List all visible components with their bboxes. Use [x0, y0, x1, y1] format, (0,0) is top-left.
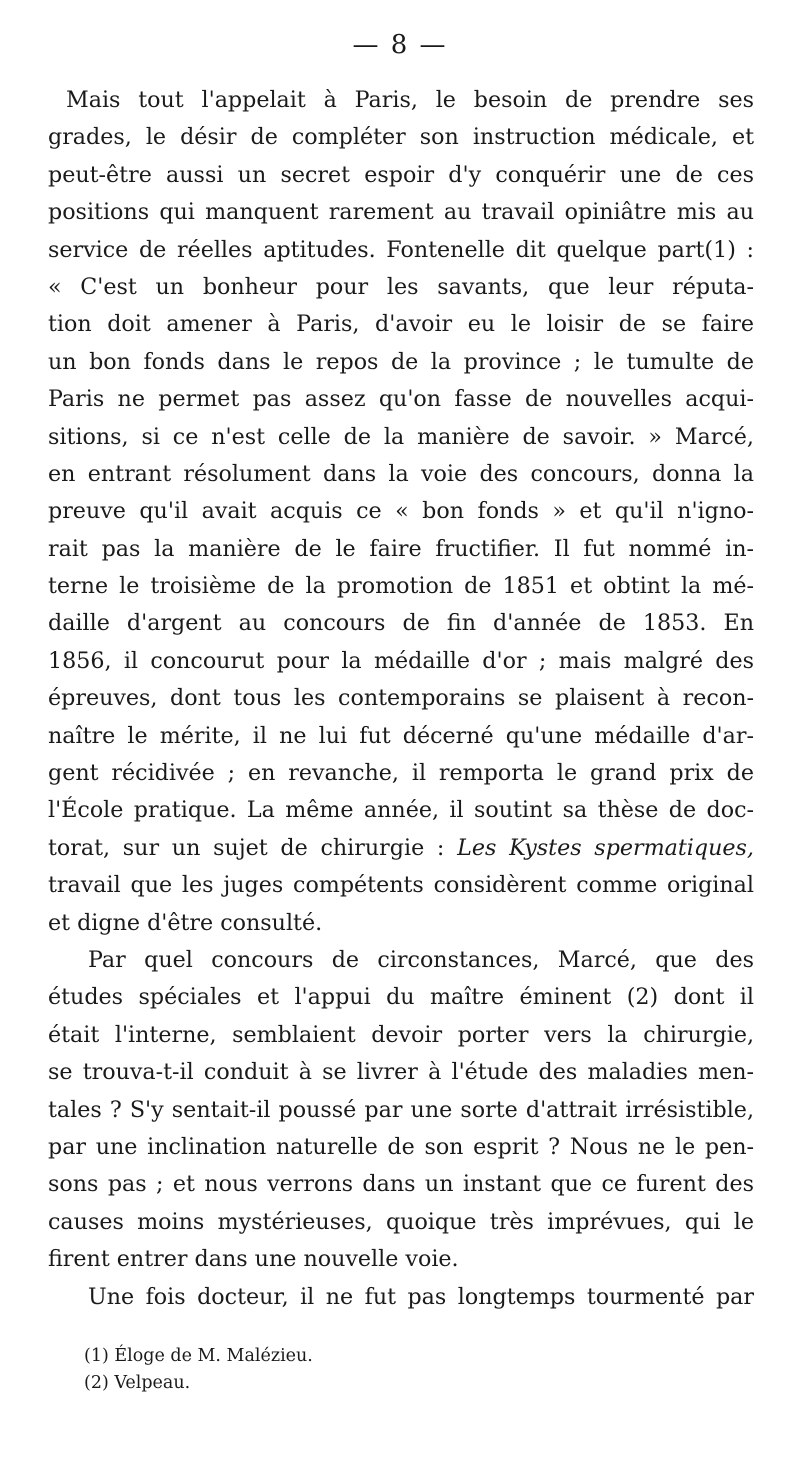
text-line-with-title: [48, 830, 754, 867]
text-line: naître le mérite, il ne lui fut décerné qu'une médaille d'ar-: [48, 722, 754, 749]
text-line: était l'interne, semblaient devoir porter vers la chirurgie,: [48, 1021, 754, 1048]
text-line: « C'est un bonheur pour les savants, que leur réputa-: [48, 273, 754, 300]
text-line: firent entrer dans une nouvelle voie.: [48, 1246, 459, 1273]
text-line: rait pas la manière de le faire fructifier. Il fut nommé in-: [48, 535, 754, 562]
footnote: (2) Velpeau.: [84, 1373, 191, 1393]
text-line: l'École pratique. La même année, il soutint sa thèse de doc-: [48, 797, 754, 824]
footnotes: [84, 1343, 744, 1397]
text-line: études spéciales et l'appui du maître éminent (2) dont il: [48, 984, 754, 1011]
text-line: daille d'argent au concours de fin d'année de 1853. En: [48, 610, 754, 637]
text-line: positions qui manquent rarement au travail opiniâtre mis au: [48, 199, 754, 226]
text-line: épreuves, dont tous les contemporains se plaisent à recon-: [48, 685, 754, 712]
text-line: sons pas ; et nous verrons dans un instant que ce furent des: [48, 1171, 754, 1198]
text-line: peut-être aussi un secret espoir d'y conquérir une de ces: [48, 161, 754, 188]
text-line: terne le troisième de la promotion de 1851 et obtint la mé-: [48, 573, 754, 600]
text-line: grades, le désir de compléter son instruction médicale, et: [48, 124, 754, 151]
text-line: tion doit amener à Paris, d'avoir eu le loisir de se faire: [48, 311, 754, 338]
text-line: preuve qu'il avait acquis ce « bon fonds » et qu'il n'igno-: [48, 498, 754, 525]
text-line: tales ? S'y sentait-il poussé par une sorte d'attrait irrésistible,: [48, 1096, 754, 1123]
text-line: sitions, si ce n'est celle de la manière de savoir. » Marcé,: [48, 423, 754, 450]
footnote: (1) Éloge de M. Malézieu.: [84, 1346, 313, 1366]
text-line: un bon fonds dans le repos de la province ; le tumulte de: [48, 348, 754, 375]
text-line: travail que les juges compétents considèrent comme original: [48, 872, 754, 899]
text-line: gent récidivée ; en revanche, il remporta le grand prix de: [48, 760, 754, 787]
text-line: Mais tout l'appelait à Paris, le besoin de prendre ses: [66, 87, 754, 113]
page-number: — 8 —: [352, 30, 448, 60]
text-line: 1856, il concourut pour la médaille d'or ; mais malgré des: [48, 647, 754, 674]
text-line: Par quel concours de circonstances, Marcé, que des: [88, 946, 754, 973]
text-line: Paris ne permet pas assez qu'on fasse de nouvelles acqui-: [48, 386, 754, 413]
text-line: en entrant résolument dans la voie des concours, donna la: [48, 460, 754, 487]
text-line: se trouva-t-il conduit à se livrer à l'étude des maladies men-: [48, 1059, 754, 1086]
body-text: [48, 82, 754, 1316]
text-line: service de réelles aptitudes. Fontenelle dit quelque part(1) :: [48, 236, 754, 263]
text-line: et digne d'être consulté.: [48, 909, 323, 936]
thesis-title: Les Kystes spermatiques,: [457, 834, 754, 861]
text-line: causes moins mystérieuses, quoique très imprévues, qui le: [48, 1208, 754, 1235]
text-segment: torat, sur un sujet de chirurgie :: [48, 834, 445, 861]
text-line: Une fois docteur, il ne fut pas longtemps tourmenté par: [88, 1283, 754, 1310]
text-line: par une inclination naturelle de son esprit ? Nous ne le pen-: [48, 1133, 754, 1160]
